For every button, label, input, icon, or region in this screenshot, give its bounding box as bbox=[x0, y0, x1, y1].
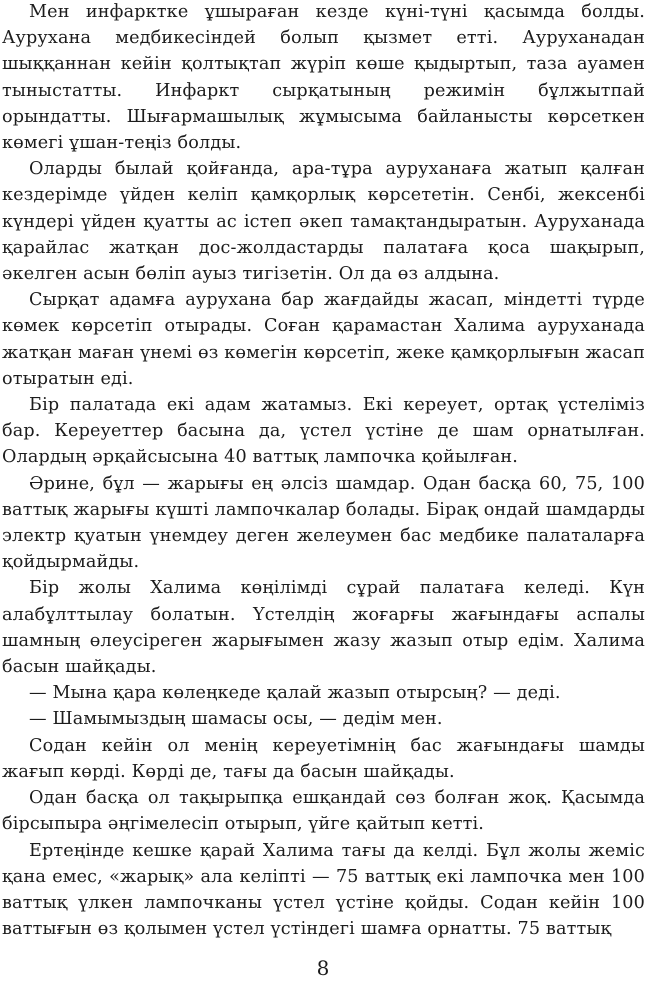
paragraph: Сырқат адамға аурухана бар жағдайды жасап, міндетті түрде көмек көрсетіп отырады. Соған қарамастан Халима ауруханада жатқан маған үнемі өз көмегін көрсетіп, жеке қамқорлығын жасап отыратын еді. bbox=[2, 290, 645, 389]
paragraph: Ертеңінде кешке қарай Халима тағы да келді. Бұл жолы жеміс қана емес, «жарық» ала келіпті — 75 ваттық екі лампочка мен 100 ваттық үлкен лампочканы үстел үстіне қойды. Содан кейін 100 ваттығын өз қолымен үстел үстіндегі шамға орнатты. 75 ваттық bbox=[2, 840, 645, 940]
paragraph: Мен инфарктке ұшыраған кезде күні-түні қасымда болды. Аурухана медбикесіндей болып қызмет етті. Ауруханадан шыққаннан кейін қолтықтап жүріп көше қыдыртып, таза ауамен тыныстатты. Инфаркт сырқатының режимін бұлжытпай орындатты. Шығармашылық жұмысыма байланысты көрсеткен көмегі ұшан-теңіз болды. bbox=[2, 2, 645, 154]
dialogue-line: — Мына қара көлеңкеде қалай жазып отырсың? — деді. bbox=[29, 683, 561, 704]
paragraph: Оларды былай қойғанда, ара-тұра ауруханаға жатып қалған кездерімде үйден келіп қамқорлық көрсететін. Сенбі, жексенбі күндері үйден қуатты ас істеп әкеп тамақтандыратын. Ауруханада қарайлас жатқан дос-жолдастарды палатаға қоса шақырып, әкелген асын бөліп ауыз тигізетін. Ол да өз алдына. bbox=[2, 159, 645, 285]
paragraph: Бір палатада екі адам жатамыз. Екі кереует, ортақ үстеліміз бар. Кереуеттер басына да, үстел үстіне де шам орнатылған. Олардың әрқайсысына 40 ваттық лампочка қойылған. bbox=[2, 395, 645, 468]
dialogue-line: — Шамымыздың шамасы осы, — дедім мен. bbox=[29, 709, 443, 730]
paragraph: Әрине, бұл — жарығы ең әлсіз шамдар. Одан басқа 60, 75, 100 ваттық жарығы күшті лампочкалар болады. Бірақ ондай шамдарды электр қуатын үнемдеу деген желеумен бас медбике палаталарға қойдырмайды. bbox=[2, 473, 645, 573]
body-text bbox=[2, 0, 645, 942]
paragraph: Бір жолы Халима көңілімді сұрай палатаға келеді. Күн алабұлттылау болатын. Үстелдің жоғарғы жағындағы аспалы шамның өлеусіреген жарығымен жазу жазып отыр едім. Халима басын шайқады. bbox=[2, 578, 645, 678]
page-number: 8 bbox=[316, 956, 330, 980]
paragraph: Содан кейін ол менің кереуетімнің бас жағындағы шамды жағып көрді. Көрді де, тағы да басын шайқады. bbox=[2, 735, 645, 782]
paragraph: Одан басқа ол тақырыпқа ешқандай сөз болған жоқ. Қасымда бірсыпыра әңгімелесіп отырып, үйге қайтып кетті. bbox=[2, 788, 645, 835]
